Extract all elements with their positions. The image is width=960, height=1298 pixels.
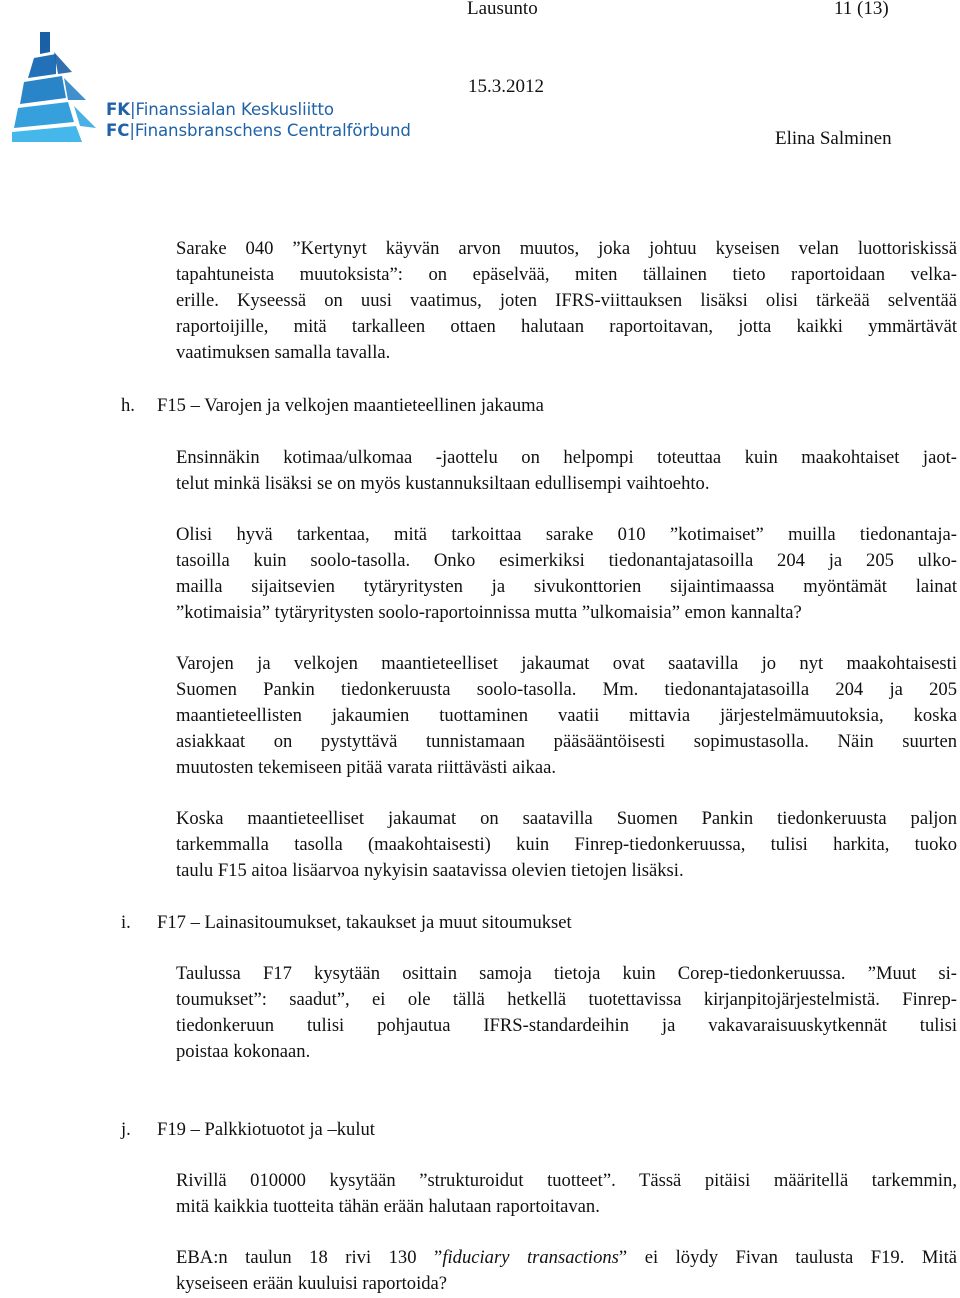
logo-stripe-2: [28, 54, 56, 78]
section-title: F15 – Varojen ja velkojen maantieteellinen jakauma: [157, 395, 544, 416]
section-title: F17 – Lainasitoumukset, takaukset ja muut sitoumukset: [157, 912, 572, 933]
author-name: Elina Salminen: [775, 128, 892, 149]
section-marker: i.: [121, 912, 131, 933]
document-date: 15.3.2012: [468, 76, 544, 97]
text-fragment: EBA:n taulun 18 rivi 130 ”: [176, 1247, 443, 1268]
paragraph: [176, 445, 957, 497]
logo-line-2: FC|Finansbranschens Centralförbund: [106, 121, 411, 140]
text-line: tasoilla kuin soolo-tasolla. Onko esimerkiksi tiedonantajatasoilla 204 ja 205 ulko-: [176, 549, 957, 571]
logo-stripe-6: [54, 52, 72, 74]
text-line: erille. Kyseessä on uusi vaatimus, joten IFRS-viittauksen lisäksi olisi tärkeää selventää: [176, 289, 957, 311]
paragraph: [176, 1245, 957, 1297]
text-line: Koska maantieteelliset jakaumat on saatavilla Suomen Pankin tiedonkeruusta paljon: [176, 808, 957, 829]
paragraph: [176, 1168, 957, 1220]
text-line: muutosten tekemiseen pitää varata riittävästi aikaa.: [176, 756, 556, 778]
text-line: Olisi hyvä tarkentaa, mitä tarkoittaa sarake 010 ”kotimaiset” muilla tiedonantaja-: [176, 524, 957, 545]
logo-line-1: FK|Finanssialan Keskusliitto: [106, 100, 334, 119]
logo-stripe-5: [12, 126, 82, 142]
text-line: maantieteellisten jakaumien tuottaminen vaatii mittavia järjestelmämuutoksia, koska: [176, 704, 957, 726]
text-line: telut minkä lisäksi se on myös kustannuksiltaan edullisempi vaihtoehto.: [176, 472, 710, 494]
text-line: tapahtuneista muutoksista”: on epäselvää, miten tällainen tieto raportoidaan velka-: [176, 263, 957, 285]
text-line: Varojen ja velkojen maantieteelliset jakaumat ovat saatavilla jo nyt maakohtaisesti: [176, 653, 957, 674]
text-line: kyseiseen erään kuuluisi raportoida?: [176, 1272, 448, 1294]
logo-stripe-8: [74, 106, 96, 128]
paragraph-column-040: [176, 236, 957, 366]
paragraph: [176, 806, 957, 884]
text-line: taulu F15 aitoa lisäarvoa nykyisin saatavissa olevien tietojen lisäksi.: [176, 859, 684, 881]
logo-name-fi: Finanssialan Keskusliitto: [135, 100, 334, 119]
logo-name-sv: Finansbranschens Centralförbund: [134, 121, 411, 140]
text-line: asiakkaat on pystyttävä tunnistamaan pääsääntöisesti sopimustasolla. Näin suurten: [176, 730, 957, 752]
fk-logo: [10, 28, 420, 146]
text-line: mailla sijaitsevien tytäryritysten ja sivukonttorien sijaintimaassa myöntämät lainat: [176, 575, 957, 597]
text-line: toumukset”: saadut”, ei ole tällä hetkellä tuotettavissa kirjanpitojärjestelmistä. Finrep-: [176, 988, 957, 1010]
text-line: Sarake 040 ”Kertynyt käyvän arvon muutos, joka johtuu kyseisen velan luottoriskissä: [176, 238, 957, 259]
section-marker: h.: [121, 395, 135, 416]
text-line: raportoijille, mitä tarkalleen ottaen halutaan raportoitavan, jotta kaikki ymmärtävät: [176, 315, 957, 337]
document-type: Lausunto: [467, 0, 538, 19]
section-title: F19 – Palkkiotuotot ja –kulut: [157, 1119, 375, 1140]
text-line: [176, 1245, 957, 1271]
text-line: poistaa kokonaan.: [176, 1040, 311, 1062]
text-line: Taulussa F17 kysytään osittain samoja tietoja kuin Corep-tiedonkeruussa. ”Muut si-: [176, 963, 957, 984]
paragraph: [176, 961, 957, 1065]
text-fragment: ” ei löydy Fivan taulusta F19. Mitä: [618, 1247, 957, 1268]
logo-stripe-4: [14, 102, 74, 128]
logo-abbr-fc: FC: [106, 121, 130, 140]
paragraph: [176, 522, 957, 626]
text-line: tiedonkeruun tulisi pohjautua IFRS-standardeihin ja vakavaraisuuskytkennät tulisi: [176, 1014, 957, 1036]
text-line: ”kotimaisia” tytäryritysten soolo-raportoinnissa mutta ”ulkomaisia” emon kannalta?: [176, 601, 802, 623]
logo-stripe-1: [40, 32, 50, 54]
section-marker: j.: [121, 1119, 131, 1140]
text-line: Suomen Pankin tiedonkeruusta soolo-tasolla. Mm. tiedonantajatasoilla 204 ja 205: [176, 678, 957, 700]
emphasized-term: fiduciary transactions: [442, 1247, 619, 1268]
page-number: 11 (13): [834, 0, 889, 19]
text-line: vaatimuksen samalla tavalla.: [176, 341, 391, 363]
text-line: tarkemmalla tasolla (maakohtaisesti) kuin Finrep-tiedonkeruussa, tulisi harkita, tuoko: [176, 833, 957, 855]
text-line: Ensinnäkin kotimaa/ulkomaa -jaottelu on helpompi toteuttaa kuin maakohtaiset jaot-: [176, 447, 957, 468]
text-line: mitä kaikkia tuotteita tähän erään halutaan raportoitavan.: [176, 1195, 600, 1217]
logo-abbr-fk: FK: [106, 100, 130, 119]
fk-logo-emblem-icon: [10, 28, 106, 146]
text-line: Rivillä 010000 kysytään ”strukturoidut tuotteet”. Tässä pitäisi määritellä tarkemmin,: [176, 1170, 957, 1191]
logo-stripe-3: [20, 76, 66, 104]
logo-stripe-7: [64, 78, 86, 100]
paragraph: [176, 651, 957, 781]
